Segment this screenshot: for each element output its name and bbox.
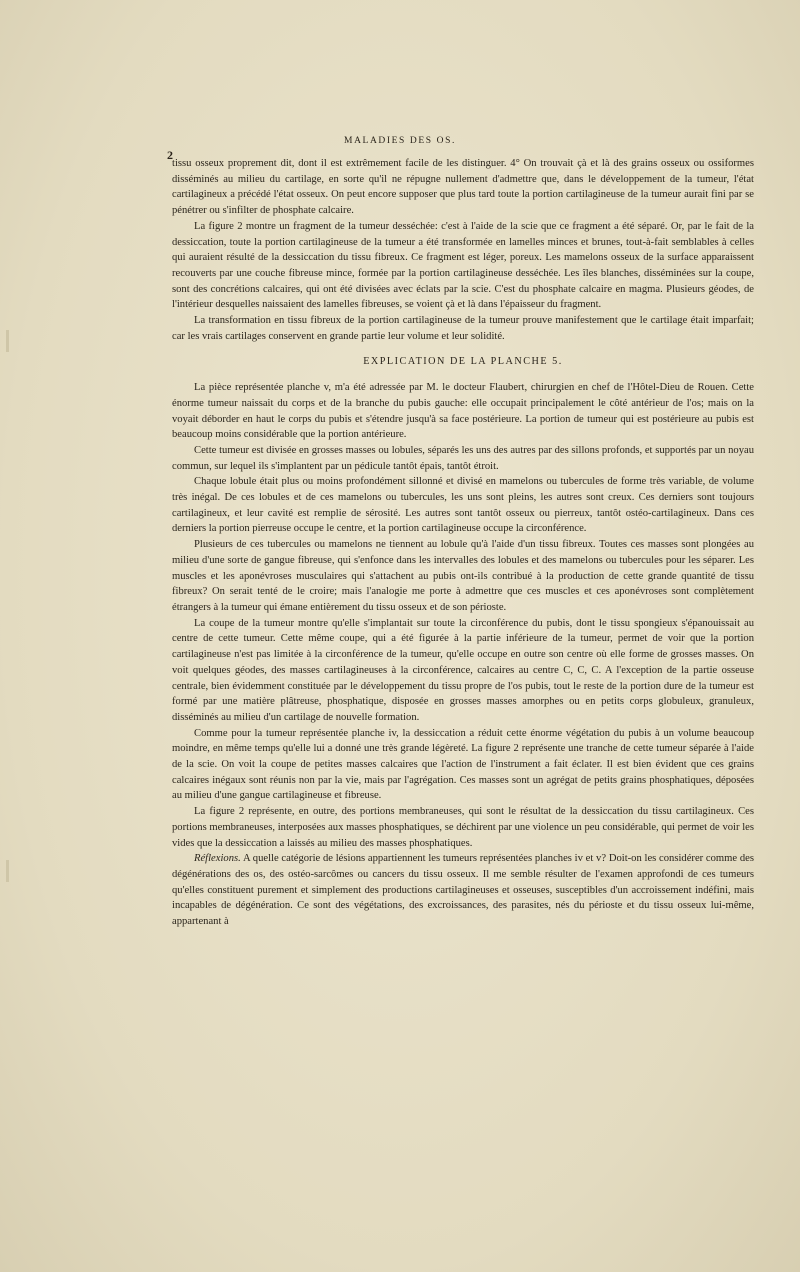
paragraph: La transformation en tissu fibreux de la portion cartilagineuse de la tumeur prouve manifestement que le cartilage était imparfait; car les vrais cartilages conservent en grande partie leur volume et leur solidité.: [172, 315, 754, 342]
reflexions-text: A quelle catégorie de lésions appartiennent les tumeurs représentées planches iv et v? Doit-on les considérer comme des dégénérations des os, des ostéo-sarcômes ou cancers du tissu osseux. Il me semble résulter de l'examen approfondi de ces tumeurs qu'elles constituent purement et simplement des productions cartilagineuses et osseuses, susceptibles d'un accroissement indéfini, mais incapables de dégénération. Ce sont des végétations, des excroissances, des parasites, nés du périoste et du tissu osseux lui-même, appartenant à: [172, 853, 754, 928]
paragraph: tissu osseux proprement dit, dont il est extrêmement facile de les distinguer. 4° On trouvait çà et là des grains osseux ou ossiformes disséminés au milieu du cartilage, en sorte qu'il ne répugne nullement d'admettre que, dans le développement de la tumeur, l'état cartilagineux a précédé l'état osseux. On peut encore supposer que plus tard toute la portion cartilagineuse de la tumeur aurait fini par se pénétrer ou s'infilter de phosphate calcaire.: [172, 158, 754, 217]
reflexions-label: Réflexions.: [194, 853, 241, 865]
paragraph: Plusieurs de ces tubercules ou mamelons ne tiennent au lobule qu'à l'aide d'un tissu fibreux. Toutes ces masses sont plongées au milieu d'une sorte de gangue fibreuse, qui s'enfonce dans les intervalles des lobules et des mamelons ou tubercules pour les séparer. Les muscles et les aponévroses musculaires qui s'attachent au pubis ont-ils contribué à la production de cette grande quantité de tissu fibreux? On serait tenté de le croire; mais l'analogie me porte à admettre que ces muscles et ces aponévroses sont complètement étrangers à la tumeur qui émane entièrement du tissu osseux et de son périoste.: [172, 539, 754, 613]
page-edge-mark: [6, 860, 9, 882]
paragraph: La figure 2 représente, en outre, des portions membraneuses, qui sont le résultat de la dessiccation du tissu cartilagineux. Ces portions membraneuses, interposées aux masses phosphatiques, se déchirent par une violence un peu considérable, qui permet de voir les vides que la dessiccation a laissés au milieu des masses phosphatiques.: [172, 806, 754, 849]
section-title: EXPLICATION DE LA PLANCHE 5.: [363, 356, 563, 368]
paragraph: La pièce représentée planche v, m'a été adressée par M. le docteur Flaubert, chirurgien en chef de l'Hôtel-Dieu de Rouen. Cette énorme tumeur naissait du corps et de la branche du pubis gauche: elle occupait principalement le côté antérieur de l'os; mais on la voyait déborder en haut le corps du pubis et s'étendre jusqu'à sa face postérieure. La portion de tumeur qui est postérieure au pubis est beaucoup moins considérable que la portion antérieure.: [172, 382, 754, 441]
paragraph: La coupe de la tumeur montre qu'elle s'implantait sur toute la circonférence du pubis, dont le tissu spongieux s'épanouissait au centre de cette tumeur. Cette même coupe, qui a été figurée à la partie inférieure de la tumeur, permet de voir que la portion cartilagineuse n'est pas limitée à la circonférence de la tumeur, qu'elle occupe en outre son centre où elle forme de grosses masses. On voit quelques géodes, des masses cartilagineuses à la circonférence, calcaires au centre C, C, C. A l'exception de la partie osseuse centrale, bien évidemment constituée par le développement du tissu propre de l'os pubis, tout le reste de la portion dure de la tumeur est formé par une matière plâtreuse, phosphatique, disposée en grosses masses amorphes ou en petits corps globuleux, granuleux, disséminés au milieu d'un cartilage de nouvelle formation.: [172, 617, 754, 723]
running-head: MALADIES DES OS.: [344, 136, 456, 146]
body-text: [172, 156, 754, 930]
page-number: 2: [167, 148, 173, 162]
paragraph: Comme pour la tumeur représentée planche iv, la dessiccation a réduit cette énorme végétation du pubis à un volume beaucoup moindre, en même temps qu'elle lui a donné une très grande légèreté. La figure 2 représente une tranche de cette tumeur séparée à l'aide de la scie. On voit la coupe de petites masses calcaires que l'action de l'instrument a fait éclater. Il est bien évident que ces grains calcaires inégaux sont réunis non par la vie, mais par l'agrégation. Ces masses sont un agrégat de petits grains phosphatiques, déposées au milieu d'une gangue cartilagineuse et fibreuse.: [172, 727, 754, 802]
paragraph: La figure 2 montre un fragment de la tumeur desséchée: c'est à l'aide de la scie que ce fragment a été séparé. Or, par le fait de la dessiccation, toute la portion cartilagineuse de la tumeur a été transformée en lamelles minces et brunes, tout-à-fait semblables à celles qui auraient résulté de la dessiccation du tissu fibreux. Ce fragment est léger, poreux. Les mamelons osseux de la surface apparaissent recouverts par une couche fibreuse mince, formée par la portion cartilagineuse desséchée. Les îles blanches, disséminées sur la coupe, sont des concrétions calcaires, qui ont été divisées avec éclats par la scie. C'est du phosphate calcaire en magma. Plusieurs géodes, de l'intérieur desquelles naissaient des lamelles fibreuses, se voient çà et là dans l'épaisseur du fragment.: [172, 220, 754, 311]
reflexions-paragraph: [172, 851, 754, 930]
page-edge-mark: [6, 330, 9, 352]
paragraph: Cette tumeur est divisée en grosses masses ou lobules, séparés les uns des autres par des sillons profonds, et supportés par un noyau commun, sur lequel ils s'implantent par un pédicule tantôt épais, tantôt étroit.: [172, 444, 754, 472]
paragraph: Chaque lobule était plus ou moins profondément sillonné et divisé en mamelons ou tubercules de forme très variable, de volume très inégal. De ces lobules et de ces mamelons ou tubercules, les uns sont pleins, les autres sont creux. Ces derniers sont toujours cartilagineux, et leur cavité est remplie de sérosité. Les autres sont tantôt osseux ou pierreux, tantôt ostéo-cartilagineux. Dans ces derniers la portion pierreuse occupe le centre, et la portion cartilagineuse occupe la circonférence.: [172, 476, 754, 535]
